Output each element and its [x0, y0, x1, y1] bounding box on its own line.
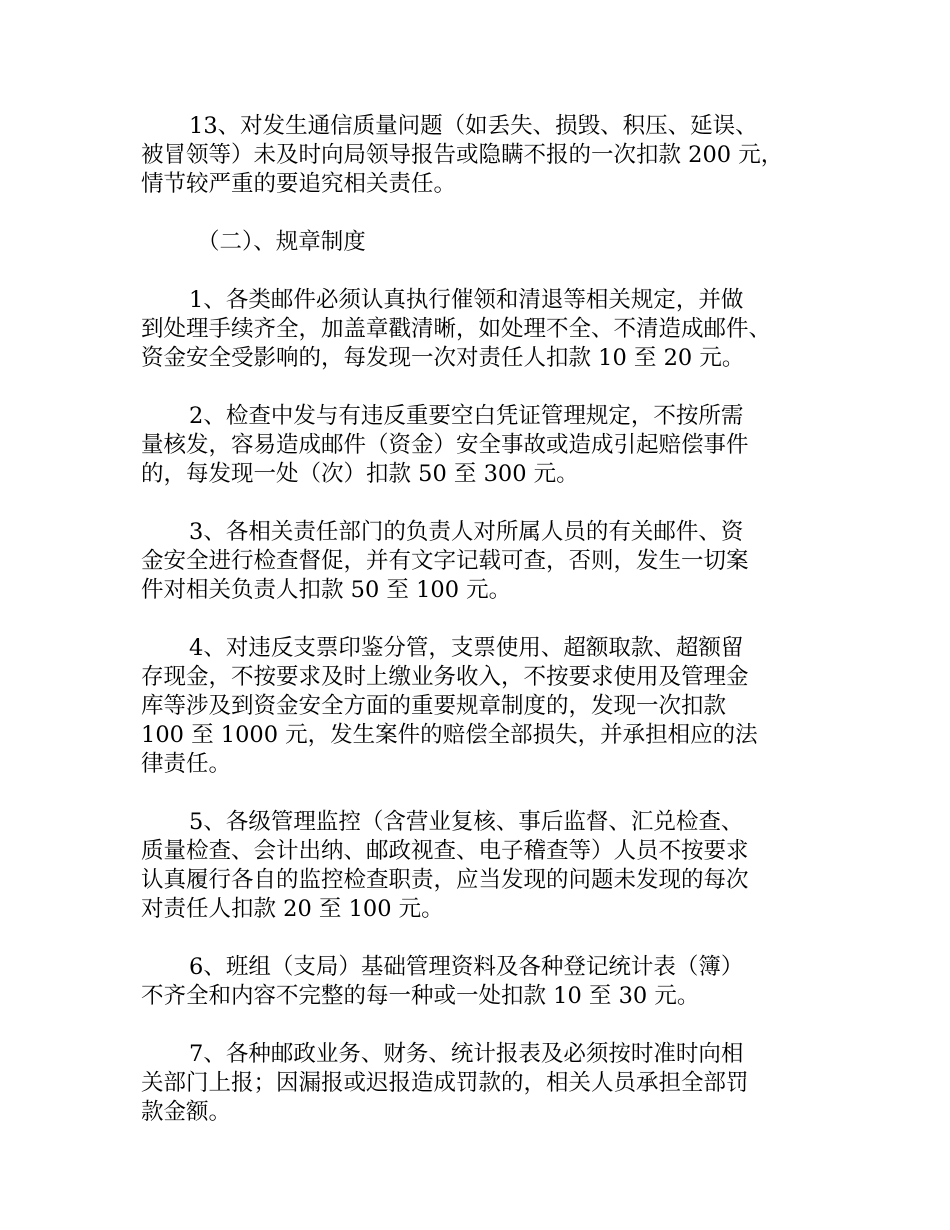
document-body [141, 112, 821, 1156]
paragraph-item-4 [141, 634, 821, 779]
paragraph-line: 资金安全受影响的，每发现一次对责任人扣款 10 至 20 元。 [141, 345, 745, 371]
paragraph-line: 对责任人扣款 20 至 100 元。 [141, 896, 444, 922]
paragraph-line: 认真履行各自的监控检查职责，应当发现的问题未发现的每次 [141, 867, 749, 893]
section-heading-text: （二）、规章制度 [197, 229, 366, 255]
paragraph-line: 被冒领等）未及时向局领导报告或隐瞒不报的一次扣款 200 元， [141, 142, 784, 168]
paragraph-line: 不齐全和内容不完整的每一种或一处扣款 10 至 30 元。 [141, 983, 700, 1009]
paragraph-item-5 [141, 808, 821, 924]
paragraph-item-2 [141, 402, 821, 489]
paragraph-line: 4、对违反支票印鉴分管，支票使用、超额取款、超额留 [189, 635, 744, 661]
paragraph-line: 件对相关负责人扣款 50 至 100 元。 [141, 577, 512, 603]
paragraph-line: 3、各相关责任部门的负责人对所属人员的有关邮件、资 [189, 519, 744, 545]
paragraph-line: 金安全进行检查督促，并有文字记载可查，否则，发生一切案 [141, 548, 749, 574]
paragraph-line: 款金额。 [141, 1099, 232, 1125]
paragraph-line: 7、各种邮政业务、财务、统计报表及必须按时准时向相 [189, 1041, 744, 1067]
paragraph-line: 质量检查、会计出纳、邮政视查、电子稽查等）人员不按要求 [141, 838, 749, 864]
paragraph-line: 5、各级管理监控（含营业复核、事后监督、汇兑检查、 [189, 809, 744, 835]
paragraph-line: 2、检查中发与有违反重要空白凭证管理规定，不按所需 [189, 403, 744, 429]
paragraph-line: 6、班组（支局）基础管理资料及各种登记统计表（簿） [189, 954, 744, 980]
paragraph-item-7 [141, 1040, 821, 1127]
paragraph-line: 到处理手续齐全，加盖章戳清晰，如处理不全、不清造成邮件、 [141, 316, 772, 342]
paragraph-item-13 [141, 112, 821, 199]
paragraph-line: 量核发，容易造成邮件（资金）安全事故或造成引起赔偿事件 [141, 432, 749, 458]
paragraph-line: 1、各类邮件必须认真执行催领和清退等相关规定，并做 [189, 287, 744, 313]
paragraph-line: 律责任。 [141, 751, 232, 777]
paragraph-line: 13、对发生通信质量问题（如丢失、损毁、积压、延误、 [189, 113, 758, 139]
paragraph-line: 关部门上报；因漏报或迟报造成罚款的，相关人员承担全部罚 [141, 1070, 749, 1096]
section-heading [141, 228, 821, 257]
paragraph-item-1 [141, 286, 821, 373]
paragraph-item-6 [141, 953, 821, 1011]
paragraph-line: 情节较严重的要追究相关责任。 [141, 171, 457, 197]
paragraph-line: 100 至 1000 元，发生案件的赔偿全部损失，并承担相应的法 [141, 722, 758, 748]
paragraph-line: 的，每发现一处（次）扣款 50 至 300 元。 [141, 461, 579, 487]
paragraph-line: 存现金，不按要求及时上缴业务收入，不按要求使用及管理金 [141, 664, 749, 690]
paragraph-item-3 [141, 518, 821, 605]
paragraph-line: 库等涉及到资金安全方面的重要规章制度的，发现一次扣款 [141, 693, 727, 719]
